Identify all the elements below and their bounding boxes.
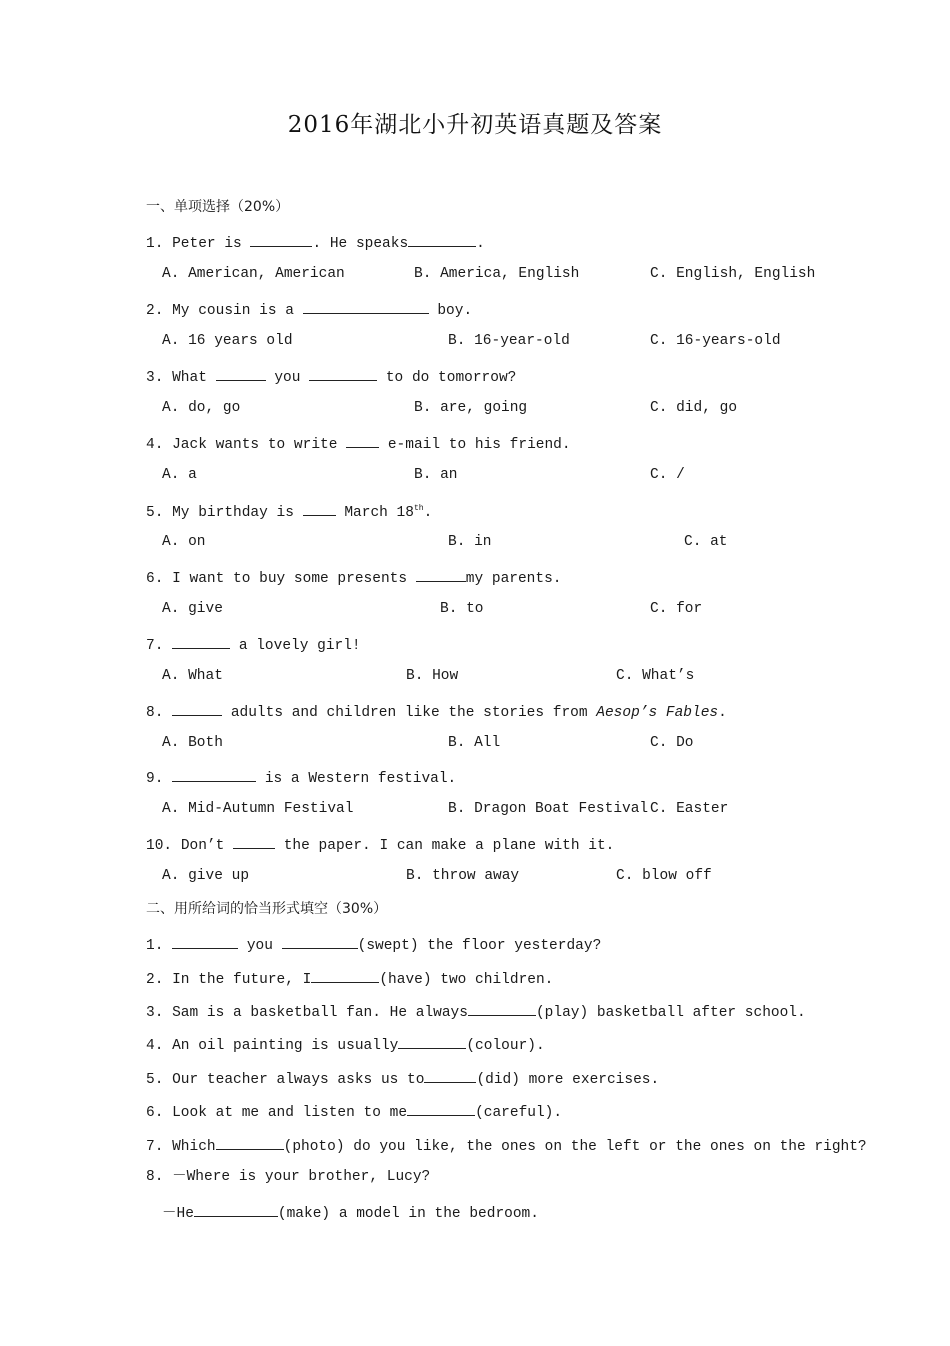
q5-option-a[interactable]: A. on	[162, 534, 206, 550]
answer-blank[interactable]	[216, 365, 266, 381]
part2-heading: 二、用所给词的恰当形式填空（30%）	[146, 901, 388, 917]
q2-option-b[interactable]: B. 16-year-old	[448, 333, 570, 349]
q8-option-a[interactable]: A. Both	[162, 735, 223, 751]
q8-option-c[interactable]: C. Do	[650, 735, 694, 751]
question-7: 7. a lovely girl!	[146, 633, 361, 656]
question-6: 6. I want to buy some presents my parents.	[146, 566, 561, 589]
answer-blank[interactable]	[172, 700, 222, 716]
question-5: 5. My birthday is March 18th.	[146, 499, 432, 523]
q1-option-b[interactable]: B. America, English	[414, 266, 580, 282]
answer-blank[interactable]	[346, 432, 379, 448]
q2-option-c[interactable]: C. 16-years-old	[650, 333, 781, 349]
question-4: 4. Jack wants to write e-mail to his friend.	[146, 432, 571, 455]
question-2: 2. My cousin is a boy.	[146, 298, 472, 321]
answer-blank[interactable]	[311, 967, 379, 983]
answer-blank[interactable]	[468, 1000, 536, 1016]
q4-option-c[interactable]: C. /	[650, 467, 685, 483]
q6-option-b[interactable]: B. to	[440, 601, 484, 617]
question-9: 9. is a Western festival.	[146, 766, 456, 789]
answer-blank[interactable]	[398, 1033, 466, 1049]
fill-item-5: 5. Our teacher always asks us to (did) more exercises.	[146, 1067, 659, 1090]
question-1: 1. Peter is . He speaks .	[146, 231, 485, 254]
q7-option-a[interactable]: A. What	[162, 668, 223, 684]
answer-blank[interactable]	[172, 633, 230, 649]
answer-blank[interactable]	[303, 298, 429, 314]
fill-item-1: 1. you (swept) the floor yesterday?	[146, 933, 601, 956]
answer-blank[interactable]	[282, 933, 358, 949]
question-3: 3. What you to do tomorrow?	[146, 365, 516, 388]
q5-option-c[interactable]: C. at	[684, 534, 728, 550]
answer-blank[interactable]	[250, 231, 312, 247]
q3-option-b[interactable]: B. are, going	[414, 400, 528, 416]
q10-option-a[interactable]: A. give up	[162, 868, 250, 884]
q6-option-c[interactable]: C. for	[650, 601, 703, 617]
fill-item-7: 7. Which (photo) do you like, the ones on the left or the ones on the right?	[146, 1134, 867, 1157]
fill-item-6: 6. Look at me and listen to me (careful).	[146, 1100, 562, 1123]
q9-option-c[interactable]: C. Easter	[650, 801, 729, 817]
q3-option-c[interactable]: C. did, go	[650, 400, 738, 416]
q6-option-a[interactable]: A. give	[162, 601, 223, 617]
question-10: 10. Don’t the paper. I can make a plane with it.	[146, 833, 614, 856]
answer-blank[interactable]	[407, 1100, 475, 1116]
q9-option-a[interactable]: A. Mid-Autumn Festival	[162, 801, 354, 817]
q10-option-c[interactable]: C. blow off	[616, 868, 712, 884]
q5-option-b[interactable]: B. in	[448, 534, 492, 550]
q2-option-a[interactable]: A. 16 years old	[162, 333, 293, 349]
fill-item-2: 2. In the future, I (have) two children.	[146, 967, 553, 990]
q10-option-b[interactable]: B. throw away	[406, 868, 520, 884]
answer-blank[interactable]	[216, 1134, 284, 1150]
q9-option-b[interactable]: B. Dragon Boat Festival	[448, 801, 649, 817]
fill-item-3: 3. Sam is a basketball fan. He always (play) basketball after school.	[146, 1000, 806, 1023]
q4-option-a[interactable]: A. a	[162, 467, 197, 483]
answer-blank[interactable]	[416, 566, 466, 582]
q8-option-b[interactable]: B. All	[448, 735, 501, 751]
answer-blank[interactable]	[303, 500, 336, 516]
answer-blank[interactable]	[408, 231, 476, 247]
q1-option-c[interactable]: C. English, English	[650, 266, 816, 282]
q4-option-b[interactable]: B. an	[414, 467, 458, 483]
q7-option-c[interactable]: C. What’s	[616, 668, 695, 684]
answer-blank[interactable]	[172, 766, 256, 782]
answer-blank[interactable]	[309, 365, 377, 381]
fill-item-4: 4. An oil painting is usually (colour).	[146, 1033, 545, 1056]
fill-item-8-answer: －He (make) a model in the bedroom.	[162, 1201, 539, 1224]
q7-option-b[interactable]: B. How	[406, 668, 459, 684]
answer-blank[interactable]	[424, 1067, 476, 1083]
part1-heading: 一、单项选择（20%）	[146, 199, 290, 215]
question-8: 8. adults and children like the stories from Aesop’s Fables.	[146, 700, 727, 723]
page-title: 2016年湖北小升初英语真题及答案	[287, 112, 663, 138]
q3-option-a[interactable]: A. do, go	[162, 400, 241, 416]
fill-item-8: 8. －Where is your brother, Lucy?	[146, 1169, 431, 1185]
answer-blank[interactable]	[194, 1201, 278, 1217]
q1-option-a[interactable]: A. American, American	[162, 266, 345, 282]
answer-blank[interactable]	[172, 933, 238, 949]
answer-blank[interactable]	[233, 833, 275, 849]
